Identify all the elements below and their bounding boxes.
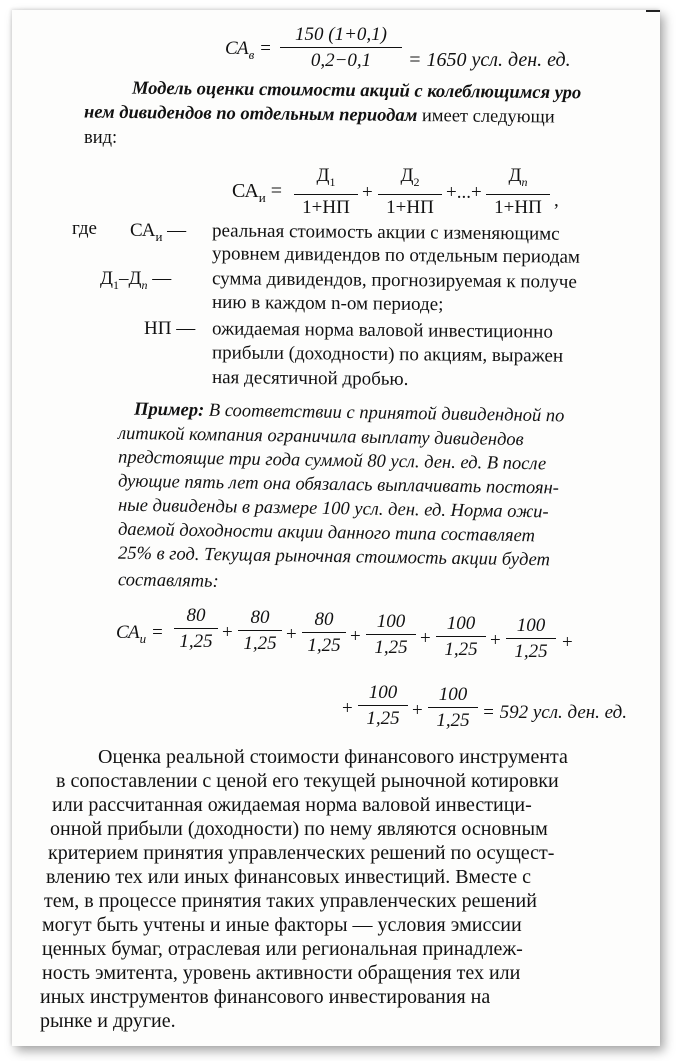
dash: — [167, 220, 187, 241]
numerator: 100 [376, 611, 406, 632]
numerator-sub: 2 [413, 174, 420, 189]
model-intro-line-1: Модель оценки стоимости акций с колеблющимся уро [131, 78, 582, 104]
example-line-8: составлять: [117, 570, 219, 592]
fraction-term-2 [378, 165, 442, 219]
fraction-100-2 [436, 613, 486, 661]
fraction-100-1 [366, 611, 416, 659]
example-line-1-text: В соответствии с принятой дивидендной по [204, 400, 565, 427]
fraction-100-4 [358, 682, 408, 730]
denominator: 1,25 [514, 641, 548, 662]
example-line-5: ные дивиденды в размере 100 усл. ден. ед. Норма ожи- [117, 495, 549, 523]
fraction-bar [378, 194, 442, 195]
fraction-bar [280, 47, 402, 48]
fraction-term-n [486, 165, 550, 219]
lhs-sub: и [258, 190, 266, 205]
definition-ca-term [130, 220, 186, 248]
formula-example-lhs [116, 622, 164, 650]
example-line-6: даемой доходности акции данного типа составляет [117, 519, 536, 547]
term-sub-1: 1 [112, 277, 119, 292]
numerator-sub: n [521, 174, 528, 189]
plus-sign: + [490, 630, 501, 651]
fraction-term-1 [294, 165, 358, 219]
conclusion-line: онной прибыли (доходности) по нему являются основным [50, 818, 548, 840]
lhs-sub: в [248, 46, 255, 62]
definition-np-line-3: ная десятичной дробью. [211, 367, 409, 390]
definition-d-line-2: нию в каждом n-ом периоде; [211, 291, 444, 316]
conclusion-line: ность эмитента, уровень активности обращения тех или [42, 962, 521, 984]
numerator: 80 [250, 607, 270, 628]
plus-sign: + [562, 632, 573, 653]
fraction-bar [366, 634, 416, 635]
numerator: 100 [368, 682, 398, 703]
plus-sign: + [420, 628, 431, 649]
numerator-text: Д [400, 165, 414, 186]
definition-ca-line-2: уровнем дивидендов по отдельным периодам [211, 243, 581, 268]
conclusion-line: тем, в процессе принятия таких управленческих решений [44, 890, 537, 912]
conclusion-line: в сопоставлении с ценой его текущей рыночной котировки [56, 770, 559, 792]
fraction-bar [302, 632, 346, 633]
numerator: 100 [446, 613, 476, 634]
fraction-bar [294, 194, 358, 195]
denominator: 1,25 [436, 710, 470, 731]
fraction-bar [238, 630, 282, 631]
definition-d-term [100, 268, 171, 296]
lhs-text: СА [116, 622, 140, 643]
numerator-sub: 1 [329, 174, 336, 189]
formula-example-result: = 592 усл. ден. ед. [482, 702, 627, 723]
conclusion-line: или рассчитанная ожидаемая норма валовой инвестици- [52, 794, 532, 816]
scan-corner-mark [646, 10, 660, 18]
definition-ca-line-1: реальная стоимость акции с изменяющимс [211, 220, 560, 245]
fraction-bar [506, 638, 556, 639]
fraction-bar [428, 707, 478, 708]
fraction-denominator: 0,2−0,1 [310, 50, 372, 71]
plus-sign: + [362, 182, 373, 203]
model-intro-italic: нем дивидендов по отдельным периодам [83, 102, 418, 127]
numerator: 100 [438, 684, 468, 705]
ellipsis-plus: +...+ [446, 182, 482, 203]
model-intro-plain: имеет следующи [417, 106, 555, 128]
equals-sign: = [270, 180, 283, 202]
formula-ca-v-result: = 1650 усл. ден. ед. [408, 49, 571, 71]
term-text: Д [100, 268, 113, 289]
conclusion-line: Оценка реальной стоимости финансового инструмента [98, 746, 568, 768]
term-sub: и [155, 228, 163, 244]
example-line-7: 25% в год. Текущая рыночная стоимость акции будет [117, 543, 551, 571]
example-line-4: дующие пять лет она обязалась выплачивать постоян- [117, 471, 560, 499]
comma: , [554, 190, 559, 211]
term-sub-2: n [141, 277, 148, 292]
conclusion-line: критерием принятия управленческих решений по осущест- [48, 842, 555, 864]
conclusion-line: иных инструментов финансового инвестирования на [40, 986, 491, 1008]
model-intro-line-2 [84, 102, 555, 129]
denominator: 1,25 [307, 635, 341, 656]
numerator-text: Д [316, 165, 330, 186]
plus-sign: + [222, 622, 233, 643]
example-line-3: предстоящие три года суммой 80 усл. ден. ед. В после [117, 447, 547, 475]
fraction-bar [486, 194, 550, 195]
fraction-denominator: 1+НП [302, 196, 350, 218]
fraction-bar [358, 705, 408, 706]
term-mid: –Д [118, 268, 142, 289]
fraction-bar [174, 628, 218, 629]
example-line-2: литикой компания ограничила выплату дивидендов [117, 423, 524, 451]
equals-sign: = [150, 622, 164, 643]
model-intro-line-3: вид: [84, 128, 118, 148]
lhs-text: СА [232, 180, 259, 202]
definition-np-term [144, 318, 195, 340]
numerator: 80 [314, 609, 334, 630]
definition-np-line-2: прибыли (доходности) по акциям, выражен [211, 342, 564, 367]
conclusion-line: влению тех или иных финансовых инвестиций. Вместе с [46, 866, 531, 888]
fraction-80-3 [302, 609, 346, 657]
where-label: где [72, 218, 97, 239]
denominator: 1,25 [243, 633, 277, 654]
fraction-80-1 [174, 605, 218, 653]
conclusion-line: ценных бумаг, отраслевая или региональная принадлеж- [42, 938, 523, 960]
denominator: 1,25 [366, 708, 400, 729]
conclusion-line: рынке и другие. [40, 1010, 176, 1032]
denominator: 1,25 [179, 631, 213, 652]
fraction-denominator: 1+НП [494, 196, 542, 218]
example-line-1 [134, 399, 565, 428]
example-label: Пример: [133, 399, 205, 421]
term-text: СА [130, 220, 156, 241]
formula-ca-i-lhs [232, 180, 282, 209]
plus-sign: + [286, 624, 297, 645]
fraction-numerator: 150 (1+0,1) [295, 24, 387, 45]
book-page [12, 10, 660, 1046]
numerator: 80 [186, 605, 206, 626]
plus-sign: + [412, 700, 423, 721]
fraction-denominator: 1+НП [386, 196, 434, 218]
fraction-100-5 [428, 684, 478, 732]
lhs-sub: и [139, 630, 147, 646]
definition-np-line-1: ожидаемая норма валовой инвестиционно [211, 318, 553, 343]
formula-ca-v-lhs: $СА_в$ = [225, 38, 272, 62]
dash: — [152, 268, 172, 289]
denominator: 1,25 [374, 637, 408, 658]
conclusion-line: могут быть учтены и иные факторы — условия эмиссии [42, 914, 522, 936]
numerator-text: Д [508, 165, 522, 186]
denominator: 1,25 [444, 639, 478, 660]
lhs-text: СА [225, 38, 249, 59]
fraction-80-2 [238, 607, 282, 655]
numerator: 100 [516, 615, 546, 636]
fraction-100-3 [506, 615, 556, 663]
plus-sign: + [350, 626, 361, 647]
term-text: НП [144, 318, 172, 339]
fraction-bar [436, 636, 486, 637]
definition-d-line-1: сумма дивидендов, прогнозируемая к получе [211, 268, 577, 293]
plus-sign: + [342, 698, 353, 719]
formula-ca-v-fraction [280, 24, 402, 72]
dash: — [176, 318, 196, 339]
